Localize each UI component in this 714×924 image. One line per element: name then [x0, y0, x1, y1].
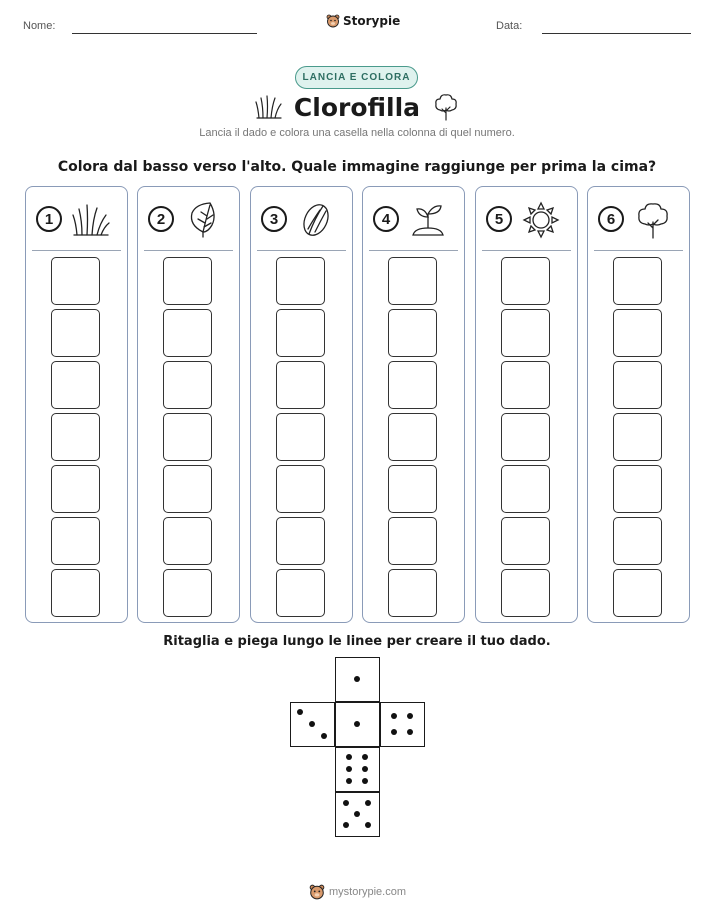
seed-icon [297, 201, 335, 239]
color-cell[interactable] [276, 517, 325, 565]
divider [32, 250, 121, 251]
column-header [138, 187, 239, 251]
divider [144, 250, 233, 251]
column-number: 6 [598, 206, 624, 232]
die-pip [391, 713, 397, 719]
color-cell[interactable] [163, 361, 212, 409]
color-cell[interactable] [163, 517, 212, 565]
color-cell[interactable] [501, 517, 550, 565]
color-cell[interactable] [276, 257, 325, 305]
color-cell[interactable] [613, 413, 662, 461]
color-cell[interactable] [163, 309, 212, 357]
brand-name: Storypie [343, 14, 401, 28]
color-cell[interactable] [276, 413, 325, 461]
die-pip [407, 729, 413, 735]
die-pip [346, 766, 352, 772]
column-3 [250, 186, 353, 623]
die-pip [365, 800, 371, 806]
activity-badge: LANCIA E COLORA [295, 66, 418, 89]
color-cell[interactable] [51, 361, 100, 409]
instruction: Colora dal basso verso l'alto. Quale immagine raggiunge per prima la cima? [57, 159, 657, 175]
die-pip [297, 709, 303, 715]
die-face-5 [335, 792, 380, 837]
die-pip [354, 721, 360, 727]
die-pip [343, 800, 349, 806]
die-face-6 [335, 747, 380, 792]
die-pip [354, 676, 360, 682]
color-cell[interactable] [613, 569, 662, 617]
date-label: Data: [496, 20, 523, 32]
color-cell[interactable] [613, 361, 662, 409]
footer-url: mystorypie.com [329, 886, 407, 898]
color-cell[interactable] [163, 257, 212, 305]
die-pip [354, 811, 360, 817]
column-number: 5 [486, 206, 512, 232]
column-6 [587, 186, 690, 623]
sprout-icon [409, 201, 447, 239]
die-pip [343, 822, 349, 828]
column-number: 3 [261, 206, 287, 232]
divider [257, 250, 346, 251]
color-cell[interactable] [51, 517, 100, 565]
bear-icon [309, 884, 325, 900]
divider [369, 250, 458, 251]
color-cell[interactable] [388, 309, 437, 357]
die-face-4 [380, 702, 425, 747]
date-field[interactable] [542, 33, 691, 34]
color-cell[interactable] [388, 361, 437, 409]
column-1 [25, 186, 128, 623]
die-face-1 [335, 657, 380, 702]
color-cell[interactable] [276, 569, 325, 617]
color-cell[interactable] [613, 517, 662, 565]
tree-icon [432, 93, 460, 121]
die-pip [346, 778, 352, 784]
subtitle: Lancia il dado e colora una casella nella colonna di quel numero. [199, 127, 515, 139]
divider [482, 250, 571, 251]
color-cell[interactable] [501, 361, 550, 409]
color-cell[interactable] [276, 309, 325, 357]
grass-icon [72, 201, 110, 239]
page-title: Clorofilla [293, 93, 421, 122]
color-cell[interactable] [501, 569, 550, 617]
bear-icon [326, 14, 340, 28]
color-cell[interactable] [276, 361, 325, 409]
color-cell[interactable] [163, 413, 212, 461]
die-pip [407, 713, 413, 719]
column-header [476, 187, 577, 251]
color-cell[interactable] [51, 309, 100, 357]
color-cell[interactable] [501, 413, 550, 461]
footer [309, 884, 406, 900]
color-cell[interactable] [51, 465, 100, 513]
color-cell[interactable] [51, 257, 100, 305]
color-cell[interactable] [51, 413, 100, 461]
color-cell[interactable] [613, 465, 662, 513]
die-pip [321, 733, 327, 739]
die-pip [391, 729, 397, 735]
color-cell[interactable] [501, 465, 550, 513]
cut-instruction: Ritaglia e piega lungo le linee per creare il tuo dado. [163, 634, 551, 649]
tree-icon [634, 201, 672, 239]
sun-icon [522, 201, 560, 239]
column-number: 4 [373, 206, 399, 232]
brand-logo [326, 14, 400, 28]
color-cell[interactable] [613, 309, 662, 357]
color-cell[interactable] [501, 257, 550, 305]
column-number: 1 [36, 206, 62, 232]
die-pip [362, 778, 368, 784]
color-cell[interactable] [163, 569, 212, 617]
color-cell[interactable] [388, 257, 437, 305]
column-header [26, 187, 127, 251]
column-header [588, 187, 689, 251]
column-4 [362, 186, 465, 623]
color-cell[interactable] [388, 569, 437, 617]
column-2 [137, 186, 240, 623]
column-header [251, 187, 352, 251]
die-pip [365, 822, 371, 828]
divider [594, 250, 683, 251]
die-pip [309, 721, 315, 727]
color-cell[interactable] [501, 309, 550, 357]
column-5 [475, 186, 578, 623]
die-pip [362, 754, 368, 760]
color-cell[interactable] [613, 257, 662, 305]
color-cell[interactable] [276, 465, 325, 513]
color-cell[interactable] [51, 569, 100, 617]
color-cell[interactable] [388, 517, 437, 565]
die-pip [346, 754, 352, 760]
column-number: 2 [148, 206, 174, 232]
color-cell[interactable] [163, 465, 212, 513]
die-pip [362, 766, 368, 772]
die-face-3 [290, 702, 335, 747]
die-face-1 [335, 702, 380, 747]
name-field[interactable] [72, 33, 257, 34]
leaf-icon [184, 201, 222, 239]
name-label: Nome: [23, 20, 56, 32]
header [0, 14, 714, 44]
color-cell[interactable] [388, 465, 437, 513]
column-header [363, 187, 464, 251]
color-cell[interactable] [388, 413, 437, 461]
